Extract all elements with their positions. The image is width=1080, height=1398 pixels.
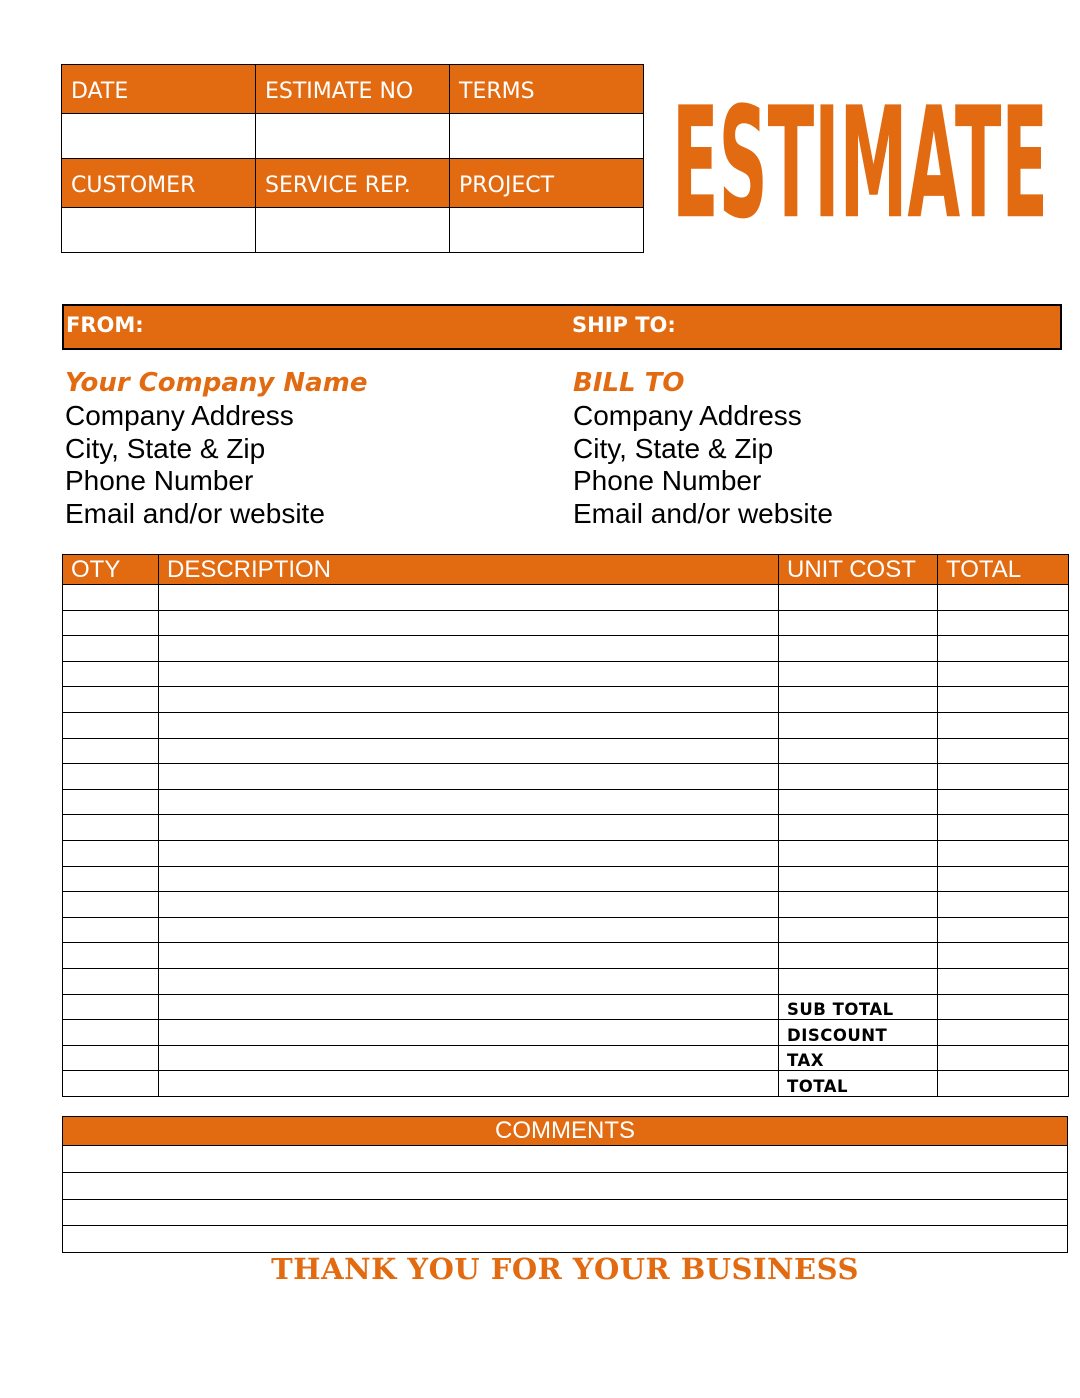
items-header-row <box>63 555 1069 585</box>
summary-value-cell[interactable] <box>938 1020 1069 1046</box>
thank-you-footer: THANK YOU FOR YOUR BUSINESS <box>271 1252 859 1286</box>
total-cell[interactable] <box>938 968 1069 994</box>
table-row <box>63 789 1069 815</box>
unit-cost-cell[interactable] <box>779 610 938 636</box>
qty-cell[interactable] <box>63 892 159 918</box>
summary-label: DISCOUNT <box>779 1020 938 1046</box>
qty-cell[interactable] <box>63 1071 159 1097</box>
estimate-title-text: ESTIMATE <box>672 74 1048 228</box>
date-field[interactable] <box>62 114 256 159</box>
comment-field[interactable] <box>63 1226 1068 1253</box>
unit-cost-cell[interactable] <box>779 661 938 687</box>
table-row <box>63 687 1069 713</box>
qty-cell[interactable] <box>63 738 159 764</box>
address-header-bar <box>62 304 1062 350</box>
total-cell[interactable] <box>938 687 1069 713</box>
description-cell[interactable] <box>159 738 779 764</box>
line-items-table <box>62 554 1069 1097</box>
table-row <box>63 866 1069 892</box>
summary-value-cell[interactable] <box>938 1045 1069 1071</box>
table-row <box>63 917 1069 943</box>
info-value-row-2 <box>62 208 644 253</box>
comment-line <box>63 1199 1068 1226</box>
summary-row <box>63 1071 1069 1097</box>
description-cell[interactable] <box>159 1020 779 1046</box>
qty-cell[interactable] <box>63 712 159 738</box>
total-cell[interactable] <box>938 738 1069 764</box>
qty-header: OTY <box>63 555 159 585</box>
description-cell[interactable] <box>159 636 779 662</box>
table-row <box>63 815 1069 841</box>
from-city-line: City, State & Zip <box>65 432 266 464</box>
total-cell[interactable] <box>938 636 1069 662</box>
project-field[interactable] <box>450 208 644 253</box>
description-cell[interactable] <box>159 1045 779 1071</box>
description-cell[interactable] <box>159 892 779 918</box>
estimate-no-field[interactable] <box>256 114 450 159</box>
table-row <box>63 892 1069 918</box>
ship-to-label: SHIP TO: <box>572 313 676 337</box>
terms-label: TERMS <box>450 65 644 114</box>
comment-field[interactable] <box>63 1146 1068 1173</box>
qty-cell[interactable] <box>63 866 159 892</box>
comment-field[interactable] <box>63 1199 1068 1226</box>
qty-cell[interactable] <box>63 610 159 636</box>
table-row <box>63 738 1069 764</box>
summary-label: TOTAL <box>779 1071 938 1097</box>
summary-value-cell[interactable] <box>938 1071 1069 1097</box>
customer-field[interactable] <box>62 208 256 253</box>
qty-cell[interactable] <box>63 840 159 866</box>
total-cell[interactable] <box>938 585 1069 611</box>
comments-header-row <box>63 1117 1068 1146</box>
description-cell[interactable] <box>159 815 779 841</box>
total-cell[interactable] <box>938 917 1069 943</box>
description-cell[interactable] <box>159 1071 779 1097</box>
bill-email-line: Email and/or website <box>573 497 833 529</box>
service-rep-field[interactable] <box>256 208 450 253</box>
summary-label: SUB TOTAL <box>779 994 938 1020</box>
terms-field[interactable] <box>450 114 644 159</box>
qty-cell[interactable] <box>63 1045 159 1071</box>
unit-cost-cell[interactable] <box>779 636 938 662</box>
qty-cell[interactable] <box>63 764 159 790</box>
table-row <box>63 712 1069 738</box>
qty-cell[interactable] <box>63 917 159 943</box>
total-header: TOTAL <box>938 555 1069 585</box>
qty-cell[interactable] <box>63 943 159 969</box>
info-header-row-1 <box>62 65 644 114</box>
summary-value-cell[interactable] <box>938 994 1069 1020</box>
from-address-line: Company Address <box>65 400 294 431</box>
description-cell[interactable] <box>159 764 779 790</box>
description-cell[interactable] <box>159 968 779 994</box>
qty-cell[interactable] <box>63 661 159 687</box>
comment-line <box>63 1226 1068 1253</box>
qty-cell[interactable] <box>63 1020 159 1046</box>
comments-label: COMMENTS <box>63 1117 1068 1146</box>
unit-cost-header: UNIT COST <box>779 555 938 585</box>
company-name: Your Company Name <box>65 368 368 398</box>
unit-cost-cell[interactable] <box>779 892 938 918</box>
total-cell[interactable] <box>938 866 1069 892</box>
unit-cost-cell[interactable] <box>779 712 938 738</box>
date-label: DATE <box>62 65 256 114</box>
table-row <box>63 636 1069 662</box>
unit-cost-cell[interactable] <box>779 764 938 790</box>
table-row <box>63 943 1069 969</box>
info-header-row-2 <box>62 159 644 208</box>
unit-cost-cell[interactable] <box>779 968 938 994</box>
total-cell[interactable] <box>938 712 1069 738</box>
table-row <box>63 764 1069 790</box>
unit-cost-cell[interactable] <box>779 866 938 892</box>
summary-row <box>63 1020 1069 1046</box>
bill-phone-line: Phone Number <box>573 465 762 496</box>
unit-cost-cell[interactable] <box>779 687 938 713</box>
description-cell[interactable] <box>159 994 779 1020</box>
qty-cell[interactable] <box>63 636 159 662</box>
comment-line <box>63 1172 1068 1199</box>
qty-cell[interactable] <box>63 687 159 713</box>
total-cell[interactable] <box>938 789 1069 815</box>
project-label: PROJECT <box>450 159 644 208</box>
qty-cell[interactable] <box>63 968 159 994</box>
comment-line <box>63 1146 1068 1173</box>
estimate-title <box>672 68 1052 228</box>
description-cell[interactable] <box>159 866 779 892</box>
description-cell[interactable] <box>159 661 779 687</box>
unit-cost-cell[interactable] <box>779 738 938 764</box>
table-row <box>63 610 1069 636</box>
total-cell[interactable] <box>938 840 1069 866</box>
bill-address-line: Company Address <box>573 400 802 431</box>
summary-row <box>63 1045 1069 1071</box>
total-cell[interactable] <box>938 764 1069 790</box>
total-cell[interactable] <box>938 661 1069 687</box>
service-rep-label: SERVICE REP. <box>256 159 450 208</box>
description-cell[interactable] <box>159 943 779 969</box>
description-cell[interactable] <box>159 840 779 866</box>
total-cell[interactable] <box>938 943 1069 969</box>
comment-field[interactable] <box>63 1172 1068 1199</box>
from-label: FROM: <box>66 313 144 337</box>
description-cell[interactable] <box>159 585 779 611</box>
customer-label: CUSTOMER <box>62 159 256 208</box>
unit-cost-cell[interactable] <box>779 917 938 943</box>
table-row <box>63 840 1069 866</box>
unit-cost-cell[interactable] <box>779 943 938 969</box>
bill-to-address-block <box>573 366 1033 530</box>
description-cell[interactable] <box>159 789 779 815</box>
qty-cell[interactable] <box>63 815 159 841</box>
qty-cell[interactable] <box>63 994 159 1020</box>
qty-cell[interactable] <box>63 789 159 815</box>
description-cell[interactable] <box>159 712 779 738</box>
total-cell[interactable] <box>938 815 1069 841</box>
table-row <box>63 968 1069 994</box>
description-header: DESCRIPTION <box>159 555 779 585</box>
total-cell[interactable] <box>938 892 1069 918</box>
unit-cost-cell[interactable] <box>779 789 938 815</box>
table-row <box>63 661 1069 687</box>
comments-table <box>62 1116 1068 1253</box>
total-cell[interactable] <box>938 610 1069 636</box>
table-row <box>63 585 1069 611</box>
summary-row <box>63 994 1069 1020</box>
qty-cell[interactable] <box>63 585 159 611</box>
unit-cost-cell[interactable] <box>779 815 938 841</box>
summary-label: TAX <box>779 1045 938 1071</box>
description-cell[interactable] <box>159 917 779 943</box>
description-cell[interactable] <box>159 610 779 636</box>
unit-cost-cell[interactable] <box>779 585 938 611</box>
bill-to-label: BILL TO <box>573 368 685 398</box>
unit-cost-cell[interactable] <box>779 840 938 866</box>
bill-city-line: City, State & Zip <box>573 432 774 464</box>
from-phone-line: Phone Number <box>65 465 254 496</box>
from-address-block <box>65 366 525 530</box>
estimate-info-grid <box>61 64 644 253</box>
estimate-no-label: ESTIMATE NO <box>256 65 450 114</box>
description-cell[interactable] <box>159 687 779 713</box>
info-value-row-1 <box>62 114 644 159</box>
from-email-line: Email and/or website <box>65 497 325 529</box>
